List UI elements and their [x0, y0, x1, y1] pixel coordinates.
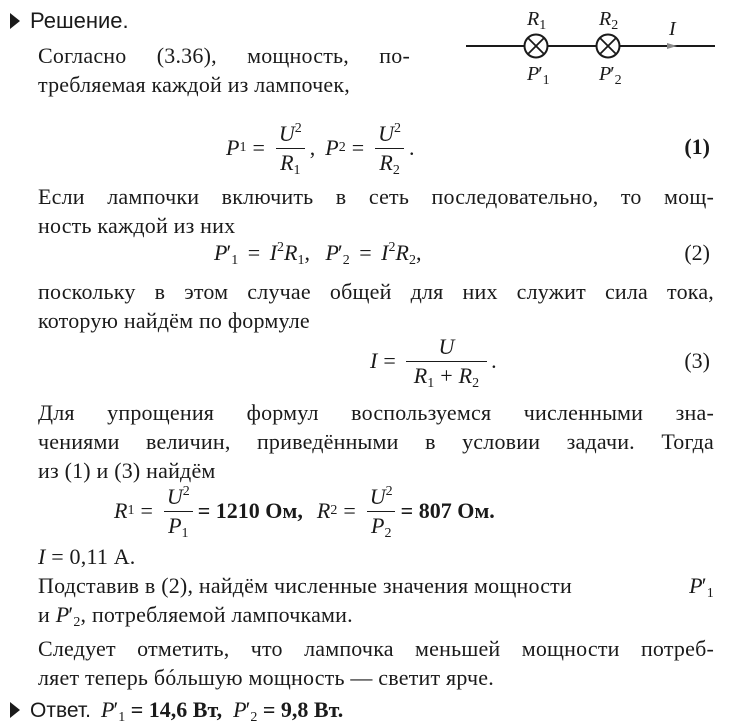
- paragraph-4-line-3: из (1) и (3) найдём: [38, 458, 216, 483]
- paragraph-6-line-2: ляет теперь бóльшую мощность — светит ярче.: [38, 665, 494, 690]
- word: Согласно: [38, 43, 127, 68]
- paragraph-4-line-1: Для упрощения формул воспользуемся численными зна-: [38, 400, 714, 425]
- lamp-1-icon: [525, 35, 548, 58]
- paragraph-4-line-2: чениями величин, приведёнными в условии задачи. Тогда: [38, 429, 714, 454]
- eq1-lhs1: P: [226, 135, 240, 160]
- circuit-wire: [463, 8, 723, 98]
- paragraph-3-line-1: поскольку в этом случае общей для них служит сила тока,: [38, 279, 714, 304]
- paragraph-3-line-2: которую найдём по формуле: [38, 308, 310, 333]
- word: мощность,: [247, 43, 349, 68]
- answer-row: Ответ. $P'_1 = 14,6$ Вт, $P'_2 = 9,8$ Вт.: [10, 697, 343, 723]
- equation-number-2: (2): [684, 240, 710, 265]
- circuit-diagram: [463, 8, 723, 98]
- paragraph-5-text: Подставив в (2), найдём численные значения мощности: [38, 573, 572, 598]
- r1-value: = 1210 Ом,: [197, 498, 303, 523]
- paragraph-2-line-1: Если лампочки включить в сеть последовательно, то мощ-: [38, 184, 714, 209]
- word: (3.36),: [156, 43, 217, 68]
- label-R2: $R_2$: [599, 8, 619, 33]
- current-result: I = 0,11 А.: [38, 544, 136, 569]
- equation-3: I = $\frac{U}{R_1 + R_2}$ . (3): [370, 333, 710, 391]
- answer-value-1: = 14,6 Вт,: [130, 697, 223, 722]
- triangle-right-icon: [10, 702, 20, 718]
- r2-value: = 807 Ом.: [400, 498, 495, 523]
- label-R1: $R_1$: [527, 8, 547, 33]
- eq1-fraction-2: $\frac{U^2}{R_2}$: [374, 121, 405, 176]
- equation-1: P 1 = $\frac{U^2}{R_1}$ , P 2 = $\frac{U^2}{R_2}$ . (1): [226, 120, 710, 178]
- equation-number-1: (1): [684, 134, 710, 159]
- equation-2: $P'_1 = I^2R_1$, $P'_2 = I^2R_2$, (2): [214, 240, 710, 268]
- label-P2-prime: $P'_2$: [599, 63, 622, 88]
- current-arrow-icon: [667, 43, 677, 49]
- solution-heading: Решение.: [30, 8, 129, 33]
- eq4-fraction-2: $\frac{U^2}{P_2}$: [366, 484, 397, 539]
- equation-4: R 1 = $\frac{U^2}{P_1}$ = 1210 Ом, R 2 = $\frac{U^2}{P_2}$ = 807 Ом.: [114, 483, 495, 541]
- eq3-fraction: $\frac{U}{R_1 + R_2}$: [406, 334, 487, 389]
- lamp-2-icon: [597, 35, 620, 58]
- triangle-right-icon: [10, 13, 20, 29]
- paragraph-6-line-1: Следует отметить, что лампочка меньшей мощности потреб-: [38, 636, 714, 661]
- word: по-: [379, 43, 410, 68]
- solution-heading-row: [10, 8, 129, 34]
- label-P1-prime: $P'_1$: [527, 63, 550, 88]
- paragraph-1-line-1: [38, 43, 410, 69]
- paragraph-1-line-2: требляемая каждой из лампочек,: [38, 72, 350, 97]
- equation-number-3: (3): [684, 348, 710, 373]
- p1-prime-symbol: $P'_1$: [689, 573, 714, 601]
- label-current: I: [669, 18, 676, 40]
- answer-value-2: = 9,8 Вт.: [262, 697, 344, 722]
- paragraph-5-line-1: [38, 573, 714, 599]
- eq4-fraction-1: $\frac{U^2}{P_1}$: [163, 484, 194, 539]
- paragraph-2-line-2: ность каждой из них: [38, 213, 236, 238]
- answer-label: Ответ.: [30, 699, 91, 722]
- eq1-fraction-1: $\frac{U^2}{R_1}$: [275, 121, 306, 176]
- eq1-lhs2: P: [325, 135, 339, 160]
- paragraph-5-line-2: и $P'_2$, потребляемой лампочками.: [38, 602, 353, 630]
